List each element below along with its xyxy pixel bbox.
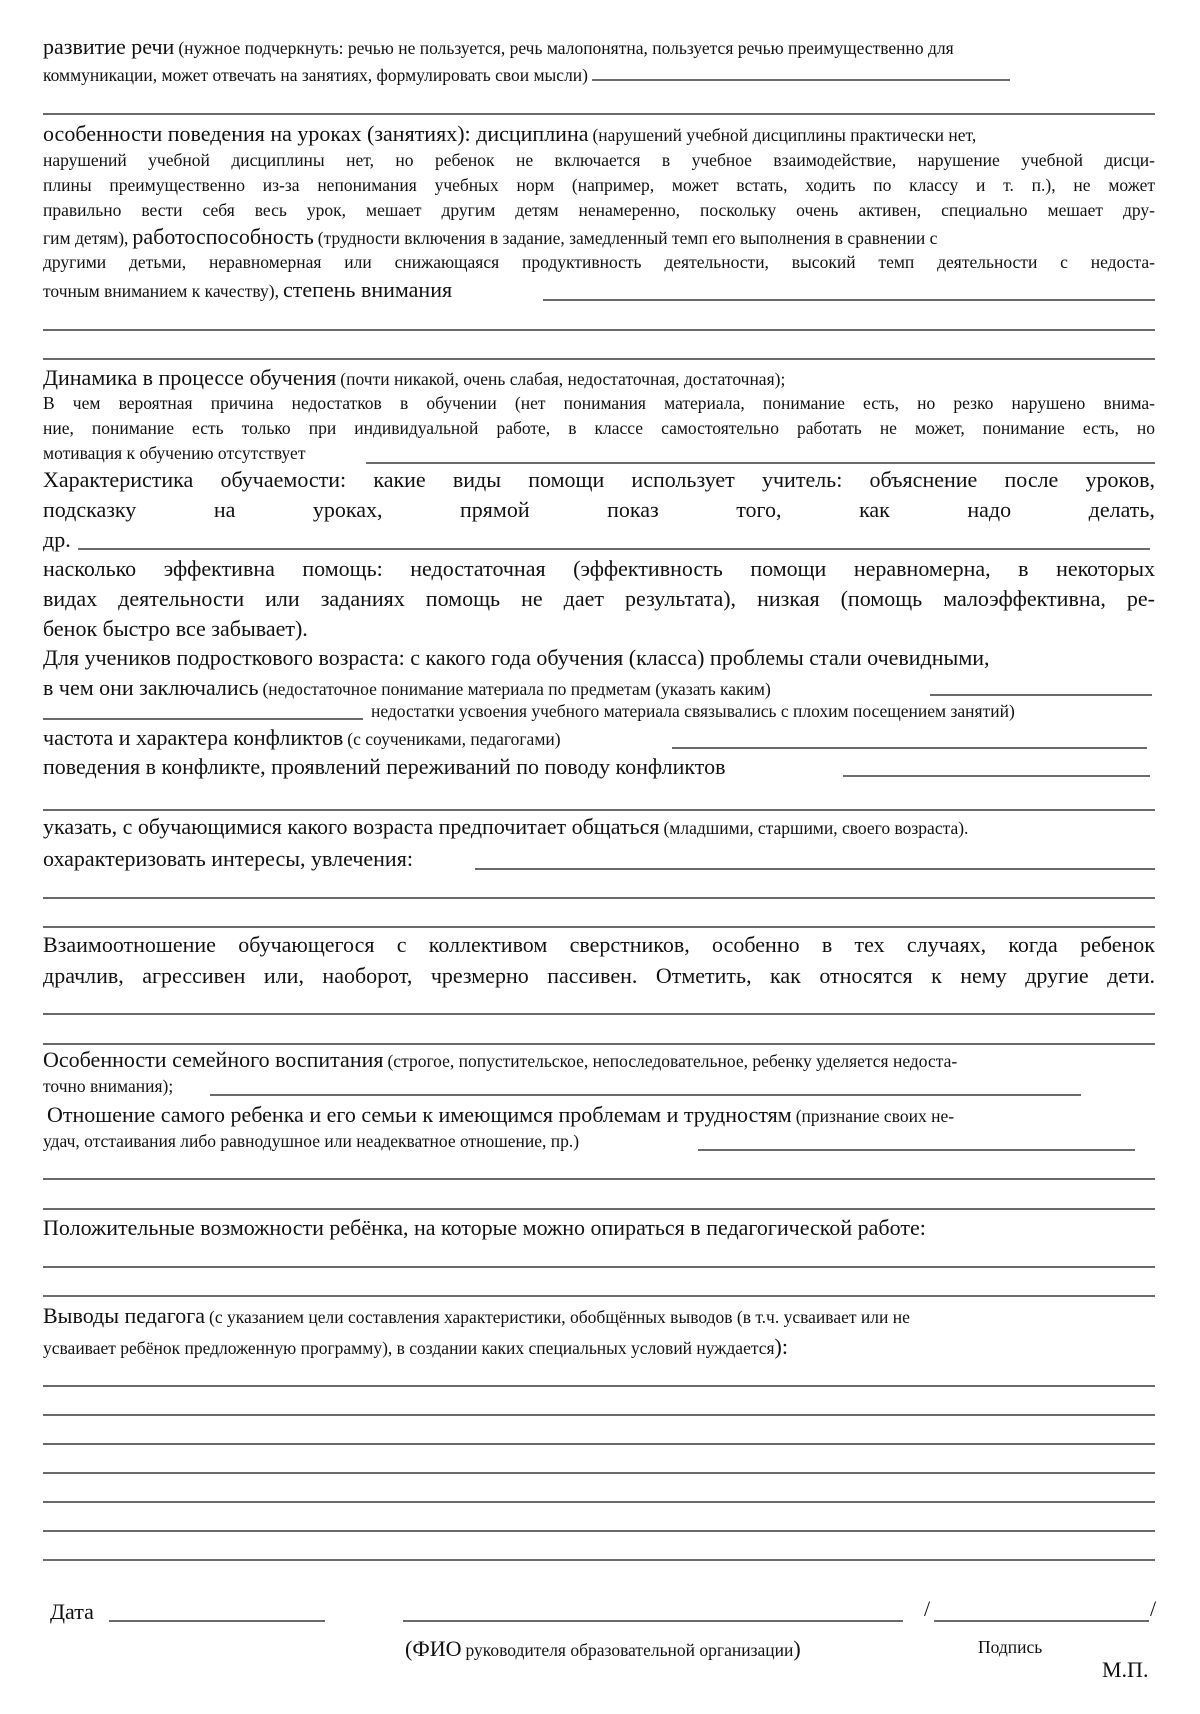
word: того,: [736, 497, 782, 522]
word: на: [213, 497, 236, 522]
answer-line[interactable]: [43, 1295, 1155, 1297]
conflicts-answer-blank[interactable]: [672, 747, 1147, 749]
attitude-heading: Отношение самого ребенка и его семьи к имеющимся проблемам и трудностям: [47, 1102, 792, 1127]
subjects-answer-blank[interactable]: [930, 694, 1152, 696]
behavior-options: (нарушений учебной дисциплины практически нет,: [592, 125, 977, 145]
attention-heading: степень внимания: [282, 277, 453, 302]
word: как: [859, 497, 890, 522]
interests-line: охарактеризовать интересы, увлечения:: [43, 846, 413, 871]
answer-line[interactable]: [43, 1208, 1155, 1210]
speech-options: (нужное подчеркнуть: речью не пользуется, речь малопонятна, пользуется речью преимущественно для: [178, 38, 954, 58]
answer-line[interactable]: [43, 358, 1155, 360]
behavior-line-1: [43, 123, 1155, 145]
attitude-line-2: [43, 1133, 1155, 1151]
attitude-line-1: [47, 1104, 1159, 1126]
dynamics-answer-blank[interactable]: [366, 462, 1155, 464]
family-options-cont: точно внимания);: [43, 1076, 174, 1096]
workability-options: (трудности включения в задание, замедленный темп его выполнения в сравнении с: [317, 228, 938, 248]
behavior-heading: особенности поведения на уроках (занятиях): дисциплина: [43, 121, 589, 146]
dynamics-line-4: [43, 445, 1155, 463]
behavior-text: гим детям),: [43, 228, 129, 248]
conflict-behavior-answer-blank[interactable]: [843, 775, 1150, 777]
answer-line[interactable]: [43, 1385, 1155, 1387]
dynamics-heading: Динамика в процессе обучения: [43, 365, 337, 390]
date-answer-blank[interactable]: [109, 1620, 325, 1622]
answer-line[interactable]: [43, 926, 1155, 928]
word: уроках,: [312, 497, 383, 522]
teen-line-3: недостатки усвоения учебного материала связывались с плохим посещением занятий): [371, 701, 1015, 721]
attitude-answer-blank[interactable]: [698, 1149, 1135, 1151]
attention-answer-blank[interactable]: [543, 299, 1155, 301]
dynamics-line-1: [43, 367, 1155, 389]
fio-caption: [405, 1638, 801, 1660]
speech-section-line-1: [43, 36, 1155, 58]
answer-line[interactable]: [43, 1472, 1155, 1474]
family-options: (строгое, попустительское, непоследовательное, ребенку уделяется недоста-: [387, 1051, 958, 1071]
word: делать,: [1088, 497, 1155, 522]
conflicts-line-2: поведения в конфликте, проявлений переживаний по поводу конфликтов: [43, 754, 726, 779]
conclusions-heading: Выводы педагога: [43, 1303, 206, 1328]
age-line-1: [43, 816, 1155, 838]
date-label: Дата: [50, 1599, 94, 1624]
conclusions-colon: ):: [774, 1334, 788, 1359]
learnability-answer-blank[interactable]: [78, 548, 1150, 550]
teen-options: (недостаточное понимание материала по предметам (указать каким): [262, 679, 771, 699]
conflicts-heading: частота и характера конфликтов: [43, 725, 344, 750]
help-line-1: насколько эффективна помощь: недостаточная (эффективность помощи неравномерна, в некоторых: [43, 556, 1155, 581]
attitude-options: (признание своих не-: [795, 1106, 955, 1126]
workability-heading: работоспособность: [132, 224, 314, 249]
answer-line[interactable]: [43, 897, 1155, 899]
speech-options-cont: коммуникации, может отвечать на занятиях, формулировать свои мысли): [43, 65, 588, 85]
workability-options-cont: точным вниманием к качеству),: [43, 281, 279, 301]
dynamics-line-2: В чем вероятная причина недостатков в обучении (нет понимания материала, понимание есть, но резко нарушено внима-: [43, 393, 1155, 413]
help-line-3: бенок быстро все забывает).: [43, 616, 308, 641]
answer-line[interactable]: [43, 809, 1155, 811]
word: прямой: [460, 497, 530, 522]
learnability-line-1: Характеристика обучаемости: какие виды помощи использует учитель: объяснение после уроков,: [43, 467, 1155, 492]
fio-text: ): [793, 1636, 801, 1661]
conclusions-options: (с указанием цели составления характеристики, обобщённых выводов (в т.ч. усваивает или не: [209, 1307, 910, 1327]
signature-slash-right: /: [1150, 1596, 1157, 1621]
conflicts-options: (с соучениками, педагогами): [347, 729, 561, 749]
word: показ: [607, 497, 659, 522]
learnability-text: др.: [43, 527, 71, 552]
dynamics-text: мотивация к обучению отсутствует: [43, 443, 306, 463]
teen-line-1: Для учеников подросткового возраста: с какого года обучения (класса) проблемы стали очевидными,: [43, 645, 990, 670]
speech-heading: развитие речи: [43, 34, 175, 59]
answer-line[interactable]: [43, 1266, 1155, 1268]
signature-caption: Подпись: [978, 1637, 1043, 1657]
signature-answer-blank[interactable]: [934, 1620, 1149, 1622]
age-options: (младшими, старшими, своего возраста).: [663, 818, 969, 838]
behavior-line-7: [43, 279, 1155, 301]
speech-answer-blank[interactable]: [592, 78, 1010, 81]
behavior-line-2: нарушений учебной дисциплины нет, но ребенок не включается в учебное взаимодействие, нарушение учебной дисци-: [43, 150, 1155, 170]
answer-line[interactable]: [43, 1443, 1155, 1445]
dynamics-line-3: ние, понимание есть только при индивидуальной работе, в классе самостоятельно работать не может, понимание есть, но: [43, 418, 1155, 438]
conclusions-line-1: [43, 1305, 1155, 1327]
word: подсказку: [43, 497, 137, 522]
stamp-label: М.П.: [1102, 1657, 1149, 1682]
family-line-2: [43, 1078, 1155, 1096]
answer-line[interactable]: [43, 113, 1155, 115]
teen-answer-blank[interactable]: [43, 718, 363, 720]
answer-line[interactable]: [43, 1414, 1155, 1416]
answer-line[interactable]: [43, 1559, 1155, 1561]
positive-line: Положительные возможности ребёнка, на которые можно опираться в педагогической работе:: [43, 1215, 926, 1240]
attitude-options-cont: удач, отстаивания либо равнодушное или неадекватное отношение, пр.): [43, 1131, 580, 1151]
conclusions-line-2: [43, 1336, 1155, 1358]
peers-line-2: драчлив, агрессивен или, наоборот, чрезмерно пассивен. Отметить, как относятся к нему другие дети.: [43, 963, 1155, 988]
help-line-2: видах деятельности или заданиях помощь не дает результата), низкая (помощь малоэффективна, ре-: [43, 586, 1155, 611]
fio-text: руководителя образовательной организации: [465, 1640, 794, 1660]
answer-line[interactable]: [43, 329, 1155, 331]
behavior-line-4: правильно вести себя весь урок, мешает другим детям ненамеренно, поскольку очень активен, специально мешает дру-: [43, 200, 1155, 220]
family-answer-blank[interactable]: [210, 1094, 1081, 1096]
answer-line[interactable]: [43, 1043, 1155, 1045]
interests-answer-blank[interactable]: [475, 868, 1155, 870]
answer-line[interactable]: [43, 1501, 1155, 1503]
peers-line-1: Взаимоотношение обучающегося с коллективом сверстников, особенно в тех случаях, когда ребенок: [43, 932, 1155, 957]
word: надо: [967, 497, 1012, 522]
fio-text: (ФИО: [405, 1636, 462, 1661]
answer-line[interactable]: [43, 1178, 1155, 1180]
learnability-line-2: [43, 499, 1155, 521]
family-line-1: [43, 1049, 1155, 1071]
dynamics-options: (почти никакой, очень слабая, недостаточная, достаточная);: [340, 369, 786, 389]
behavior-line-5: [43, 226, 1155, 248]
conclusions-options-cont: усваивает ребёнок предложенную программу), в создании каких специальных условий нуждается: [43, 1338, 775, 1358]
conflicts-line-1: [43, 727, 1155, 749]
behavior-line-6: другими детьми, неравномерная или снижающаяся продуктивность деятельности, высокий темп деятельности с недоста-: [43, 252, 1155, 272]
behavior-line-3: плины преимущественно из-за непонимания учебных норм (например, может встать, ходить по классу и т. п.), не может: [43, 175, 1155, 195]
answer-line[interactable]: [43, 1013, 1155, 1015]
fio-answer-blank[interactable]: [403, 1620, 903, 1622]
age-heading: указать, с обучающимися какого возраста предпочитает общаться: [43, 814, 660, 839]
answer-line[interactable]: [43, 1530, 1155, 1532]
teen-text: в чем они заключались: [43, 675, 259, 700]
signature-slash-left: /: [924, 1596, 931, 1621]
speech-section-line-2: [43, 67, 1155, 85]
family-heading: Особенности семейного воспитания: [43, 1047, 384, 1072]
